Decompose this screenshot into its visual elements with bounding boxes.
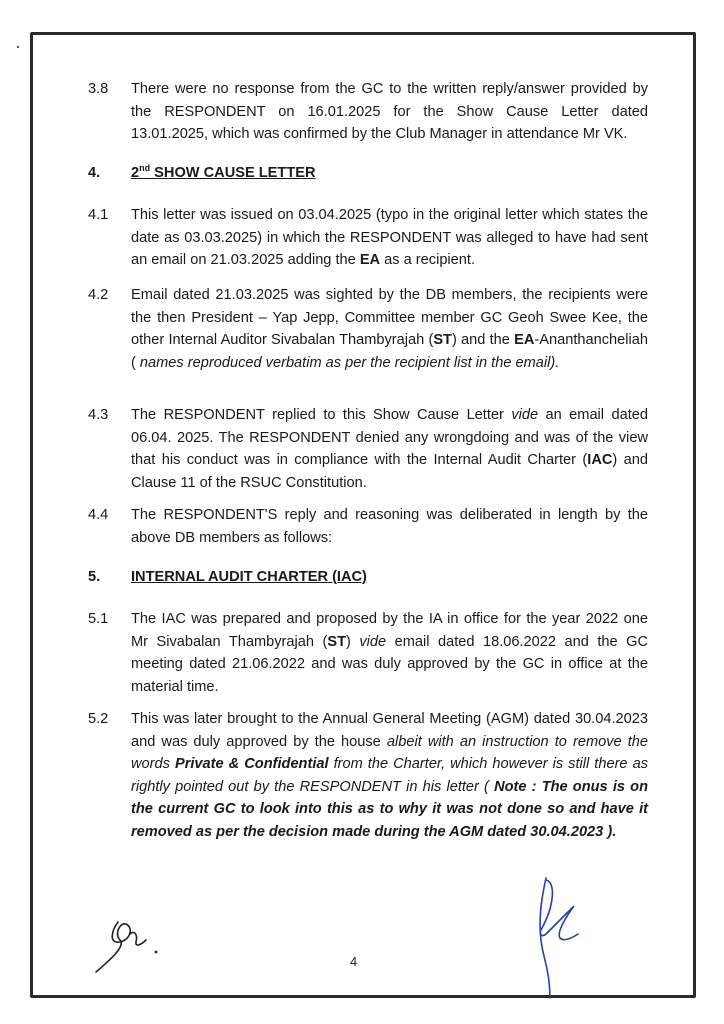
- paragraph-text: Email dated 21.03.2025 was sighted by the DB members, the recipients were the then President – Yap Jepp, Committee member GC Geoh Swee Kee, the other Internal Auditor Sivabalan Thambyrajah (ST) and the EA-Ananthancheliah ( names reproduced verbatim as per the recipient list in the email).: [131, 287, 648, 371]
- paragraph-number: 4.3: [88, 407, 109, 423]
- paragraph-5-1: [88, 608, 648, 698]
- section-heading-5: [88, 566, 648, 588]
- paragraph-4-4: [88, 504, 648, 549]
- paragraph-text: This letter was issued on 03.04.2025 (typo in the original letter which states the date as 03.03.2025) in which the RESPONDENT was alleged to have had sent an email on 21.03.2025 adding the EA as a recipient.: [131, 207, 648, 269]
- paragraph-number: 5.1: [88, 611, 109, 627]
- heading-number: 5.: [88, 569, 101, 585]
- section-heading-4: [88, 162, 648, 184]
- initials-signature-right: [520, 876, 610, 1000]
- heading-title: 2nd SHOW CAUSE LETTER: [131, 163, 316, 181]
- margin-mark: [17, 46, 19, 48]
- heading-number: 4.: [88, 165, 101, 181]
- paragraph-3-8: [88, 78, 648, 146]
- paragraph-4-2: [88, 284, 648, 374]
- paragraph-5-2: [88, 708, 648, 844]
- paragraph-text: There were no response from the GC to the written reply/answer provided by the RESPONDENT on 16.01.2025 for the Show Cause Letter dated 13.01.2025, which was confirmed by the Club Manager in attendance Mr VK.: [131, 81, 648, 143]
- paragraph-text: This was later brought to the Annual General Meeting (AGM) dated 30.04.2023 and was duly approved by the house albeit with an instruction to remove the words Private & Confidential from the Charter, which however is still there as rightly pointed out by the RESPONDENT in his letter ( Note : The onus is on the current GC to look into this as to why it was not done so and have it removed as per the decision made during the AGM dated 30.04.2023 ).: [131, 711, 648, 840]
- paragraph-text: The RESPONDENT'S reply and reasoning was deliberated in length by the above DB members as follows:: [131, 507, 648, 546]
- paragraph-4-1: [88, 204, 648, 272]
- page-number: 4: [350, 954, 358, 969]
- paragraph-number: 4.1: [88, 207, 109, 223]
- paragraph-number: 5.2: [88, 711, 109, 727]
- paragraph-number: 4.4: [88, 507, 109, 523]
- paragraph-text: The IAC was prepared and proposed by the IA in office for the year 2022 one Mr Sivabalan Thambyrajah (ST) vide email dated 18.06.2022 and the GC meeting dated 21.06.2022 and was duly approved by the GC in office at the material time.: [131, 611, 649, 695]
- heading-title: INTERNAL AUDIT CHARTER (IAC): [131, 569, 367, 585]
- initials-signature-left: [90, 900, 180, 980]
- paragraph-number: 3.8: [88, 81, 109, 97]
- paragraph-number: 4.2: [88, 287, 109, 303]
- paragraph-text: The RESPONDENT replied to this Show Cause Letter vide an email dated 06.04. 2025. The RESPONDENT denied any wrongdoing and was of the view that his conduct was in compliance with the Internal Audit Charter (IAC) and Clause 11 of the RSUC Constitution.: [131, 407, 648, 491]
- paragraph-4-3: [88, 404, 648, 494]
